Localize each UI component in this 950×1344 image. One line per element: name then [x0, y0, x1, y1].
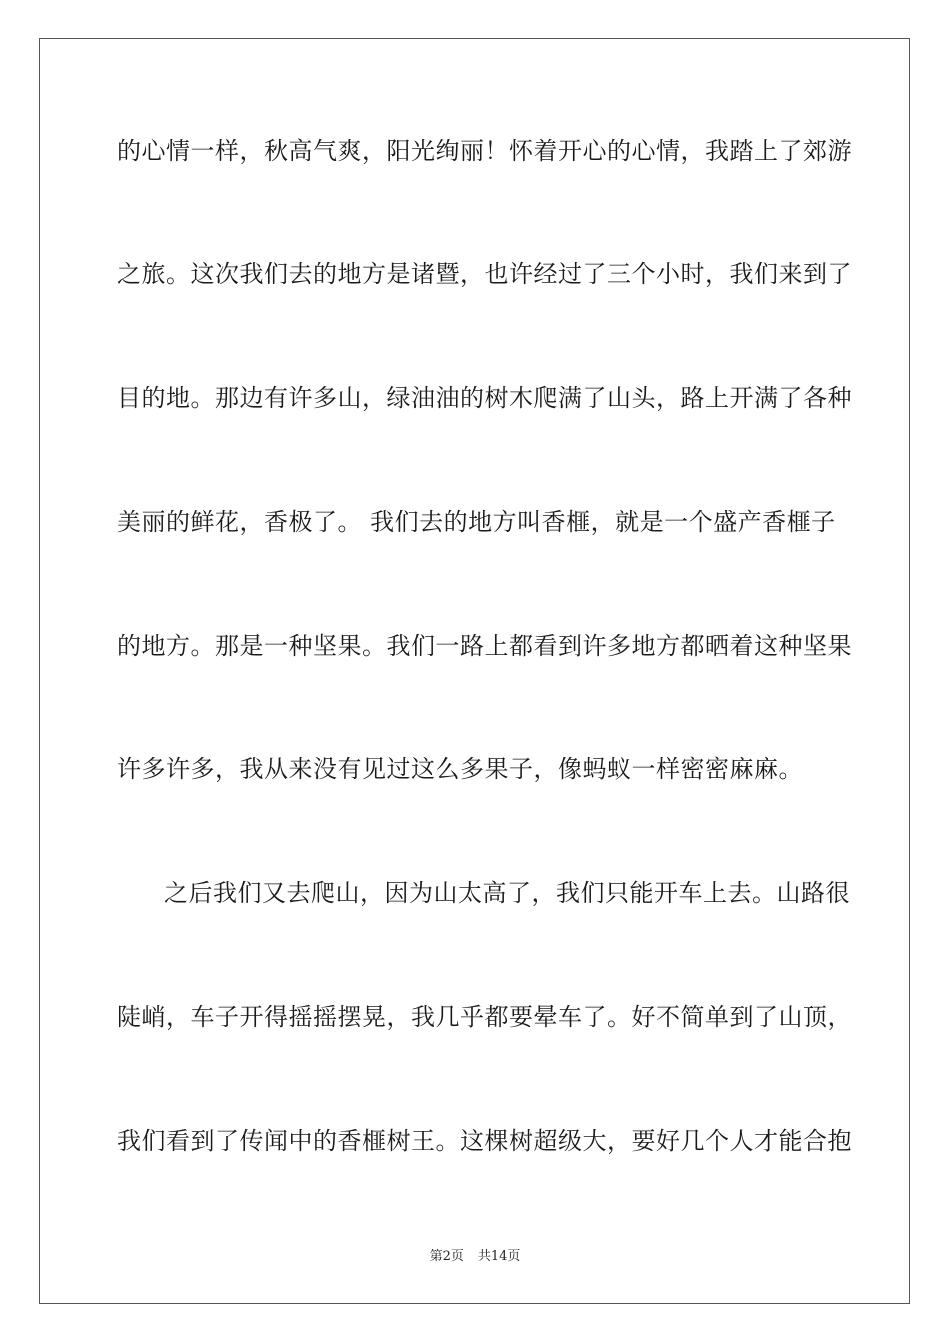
text-line-paragraph-start: 之后我们又去爬山，因为山太高了，我们只能开车上去。山路很 [164, 879, 850, 907]
text-line: 我们看到了传闻中的香榧树王。这棵树超级大，要好几个人才能合抱 [117, 1127, 852, 1155]
text-line: 陡峭，车子开得摇摇摆晃，我几乎都要晕车了。好不简单到了山顶， [117, 1003, 852, 1031]
page-total: 共14页 [477, 1249, 521, 1264]
text-line: 许多许多，我从来没有见过这么多果子，像蚂蚁一样密密麻麻。 [117, 755, 803, 783]
text-line: 美丽的鲜花，香极了。 我们去的地方叫香榧，就是一个盛产香榧子 [117, 508, 836, 536]
text-line: 目的地。那边有许多山，绿油油的树木爬满了山头，路上开满了各种 [117, 384, 852, 412]
text-line: 的心情一样，秋高气爽，阳光绚丽！怀着开心的心情，我踏上了郊游 [117, 137, 852, 165]
text-line: 的地方。那是一种坚果。我们一路上都看到许多地方都晒着这种坚果 [117, 632, 852, 660]
text-line: 之旅。这次我们去的地方是诸暨，也许经过了三个小时，我们来到了 [117, 260, 852, 288]
page-border [39, 38, 910, 1304]
page-number: 第2页 [429, 1249, 464, 1264]
page-footer [0, 1248, 950, 1266]
